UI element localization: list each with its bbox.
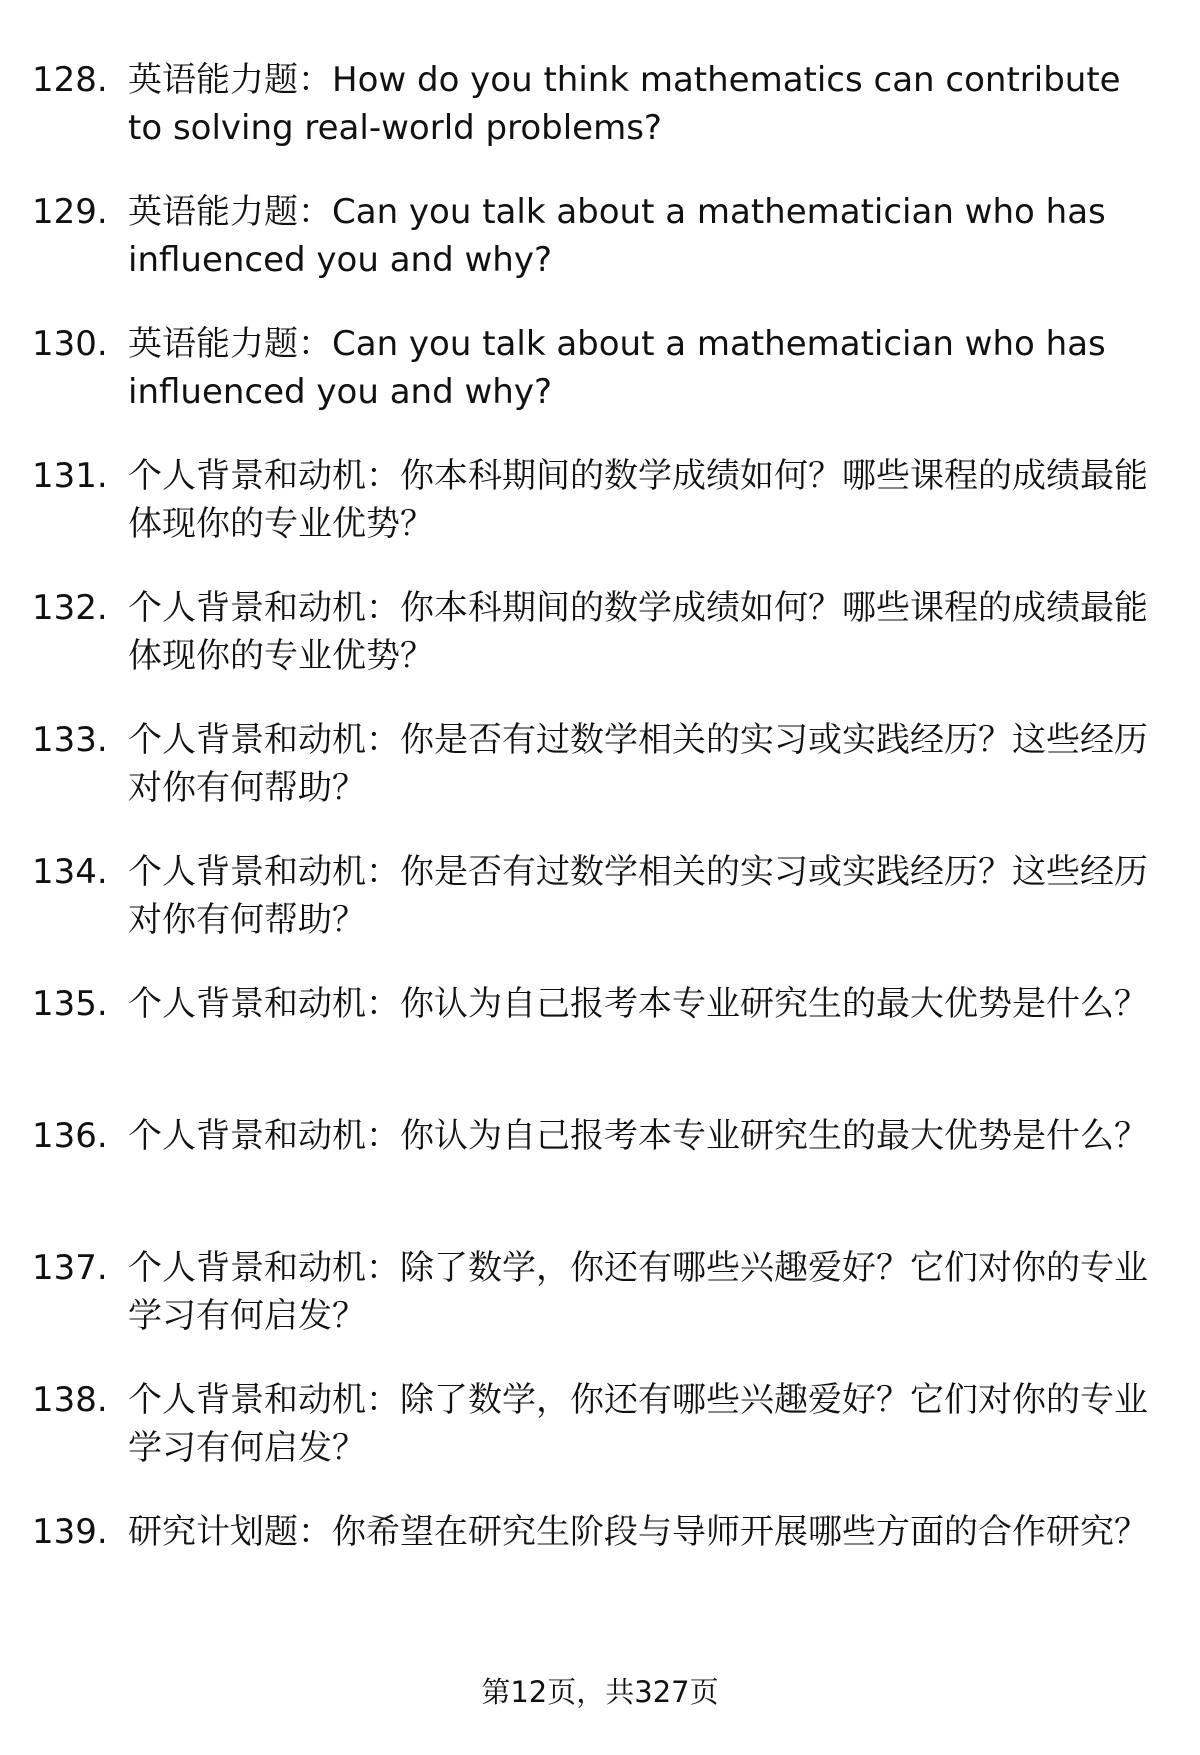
question-text: 英语能力题：Can you talk about a mathematician who has influenced you and why? [128, 324, 1106, 412]
question-list [0, 56, 1200, 1640]
question-text: 个人背景和动机：你认为自己报考本专业研究生的最大优势是什么？ [128, 1116, 1148, 1156]
question-number: 128. [32, 60, 108, 100]
question-number: 130. [32, 324, 108, 364]
question-number: 129. [32, 192, 108, 232]
question-item [0, 56, 1200, 188]
question-item [0, 1112, 1200, 1244]
question-text: 个人背景和动机：你本科期间的数学成绩如何？哪些课程的成绩最能体现你的专业优势？ [128, 456, 1148, 544]
question-number: 136. [32, 1116, 108, 1156]
question-text: 英语能力题：Can you talk about a mathematician who has influenced you and why? [128, 192, 1106, 280]
question-number: 132. [32, 588, 108, 628]
question-text: 个人背景和动机：你本科期间的数学成绩如何？哪些课程的成绩最能体现你的专业优势？ [128, 588, 1148, 676]
question-number: 138. [32, 1380, 108, 1420]
question-item [0, 452, 1200, 584]
question-item [0, 716, 1200, 848]
page-number-footer: 第12页，共327页 [481, 1675, 719, 1709]
question-number: 137. [32, 1248, 108, 1288]
question-number: 131. [32, 456, 108, 496]
question-number: 139. [32, 1512, 108, 1552]
question-text: 英语能力题：How do you think mathematics can contribute to solving real-world problems? [128, 60, 1121, 148]
question-text: 个人背景和动机：除了数学，你还有哪些兴趣爱好？它们对你的专业学习有何启发？ [128, 1248, 1148, 1336]
question-item [0, 1376, 1200, 1508]
question-text: 研究计划题：你希望在研究生阶段与导师开展哪些方面的合作研究？ [128, 1512, 1148, 1552]
question-text: 个人背景和动机：你是否有过数学相关的实习或实践经历？这些经历对你有何帮助？ [128, 720, 1148, 808]
question-number: 133. [32, 720, 108, 760]
question-item [0, 320, 1200, 452]
question-text: 个人背景和动机：你认为自己报考本专业研究生的最大优势是什么？ [128, 984, 1148, 1024]
question-item [0, 1244, 1200, 1376]
question-item [0, 1508, 1200, 1640]
question-item [0, 848, 1200, 980]
question-number: 135. [32, 984, 108, 1024]
question-text: 个人背景和动机：你是否有过数学相关的实习或实践经历？这些经历对你有何帮助？ [128, 852, 1148, 940]
question-number: 134. [32, 852, 108, 892]
question-item [0, 980, 1200, 1112]
question-item [0, 584, 1200, 716]
question-text: 个人背景和动机：除了数学，你还有哪些兴趣爱好？它们对你的专业学习有何启发？ [128, 1380, 1148, 1468]
question-item [0, 188, 1200, 320]
